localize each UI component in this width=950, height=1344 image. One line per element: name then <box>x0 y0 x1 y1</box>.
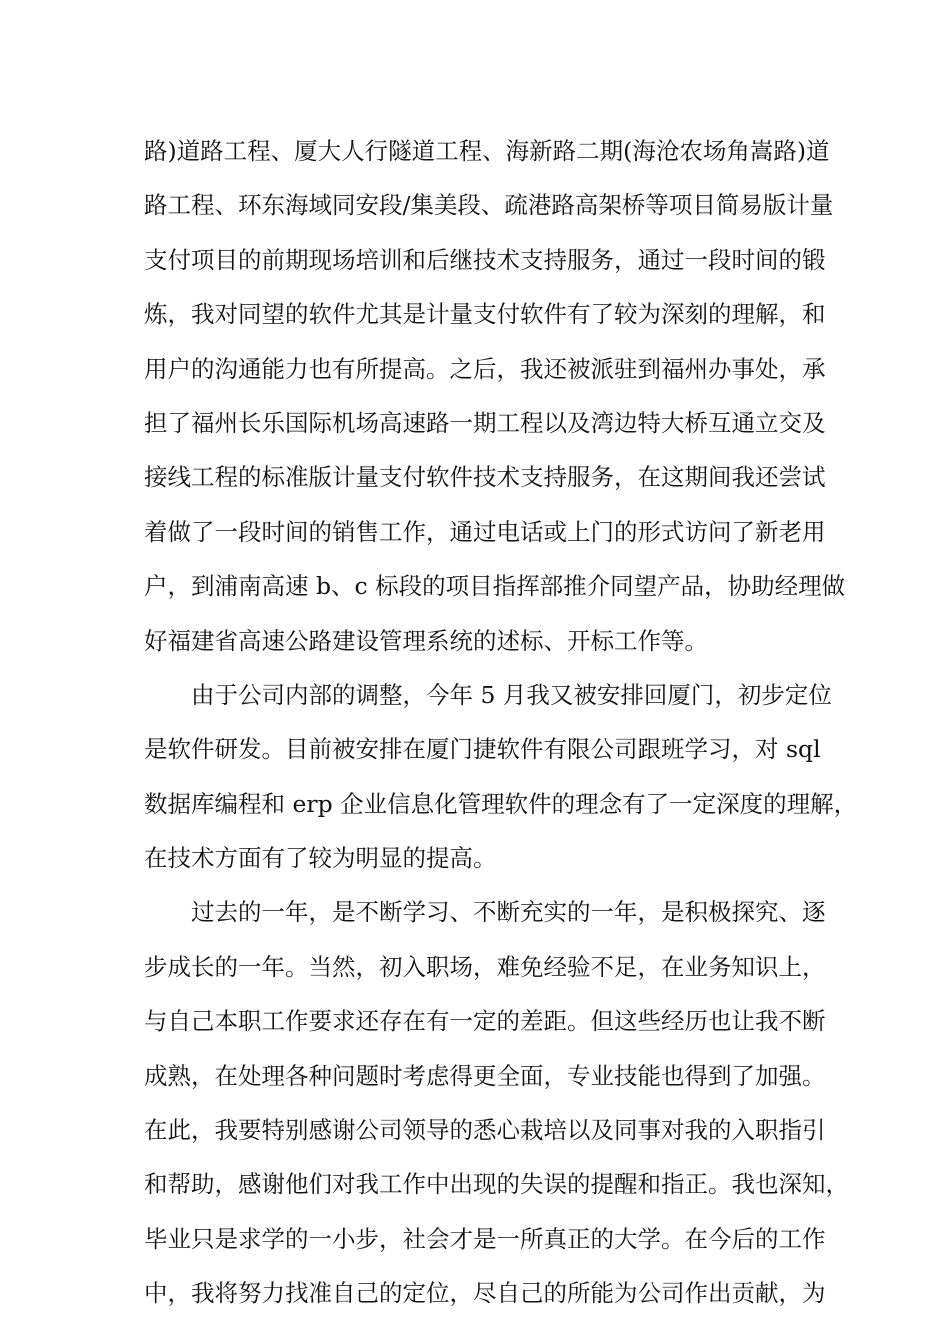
text-line: 与自己本职工作要求还存在有一定的差距。但这些经历也让我不断 <box>144 1007 826 1036</box>
text-line: 担了福州长乐国际机场高速路一期工程以及湾边特大桥互通立交及 <box>144 408 826 437</box>
text-line: 炼，我对同望的软件尤其是计量支付软件有了较为深刻的理解，和 <box>144 300 826 329</box>
document-body <box>144 124 858 1321</box>
text-line: 着做了一段时间的销售工作，通过电话或上门的形式访问了新老用 <box>144 517 826 546</box>
text-line: 路工程、环东海域同安段/集美段、疏港路高架桥等项目简易版计量 <box>144 191 834 220</box>
paragraph-first-line: 由于公司内部的调整，今年 5 月我又被安排回厦门，初步定位 <box>191 680 832 709</box>
text-line: 支付项目的前期现场培训和后继技术支持服务，通过一段时间的锻 <box>144 245 826 274</box>
text-line: 毕业只是求学的一小步，社会才是一所真正的大学。在今后的工作 <box>144 1224 826 1253</box>
text-line: 和帮助，感谢他们对我工作中出现的失误的提醒和指正。我也深知， <box>144 1170 849 1199</box>
text-line: 步成长的一年。当然，初入职场，难免经验不足，在业务知识上， <box>144 952 826 981</box>
text-line: 成熟，在处理各种问题时考虑得更全面，专业技能也得到了加强。 <box>144 1061 826 1090</box>
text-line: 好福建省高速公路建设管理系统的述标、开标工作等。 <box>144 626 708 655</box>
text-line: 用户的沟通能力也有所提高。之后，我还被派驻到福州办事处，承 <box>144 354 826 383</box>
text-line: 在技术方面有了较为明显的提高。 <box>144 844 497 873</box>
text-line: 路)道路工程、厦大人行隧道工程、海新路二期(海沧农场角嵩路)道 <box>144 137 830 165</box>
text-line: 中，我将努力找准自己的定位，尽自己的所能为公司作出贡献，为 <box>144 1279 826 1308</box>
text-line: 在此，我要特别感谢公司领导的悉心栽培以及同事对我的入职指引 <box>144 1116 826 1145</box>
text-line: 是软件研发。目前被安排在厦门捷软件有限公司跟班学习，对 sql <box>144 735 821 764</box>
text-line: 户，到浦南高速 b、c 标段的项目指挥部推介同望产品，协助经理做 <box>144 572 846 601</box>
paragraph-first-line: 过去的一年，是不断学习、不断充实的一年，是积极探究、逐 <box>191 898 826 927</box>
text-line: 接线工程的标准版计量支付软件技术支持服务，在这期间我还尝试 <box>144 463 826 492</box>
text-line: 数据库编程和 erp 企业信息化管理软件的理念有了一定深度的理解， <box>144 789 858 818</box>
